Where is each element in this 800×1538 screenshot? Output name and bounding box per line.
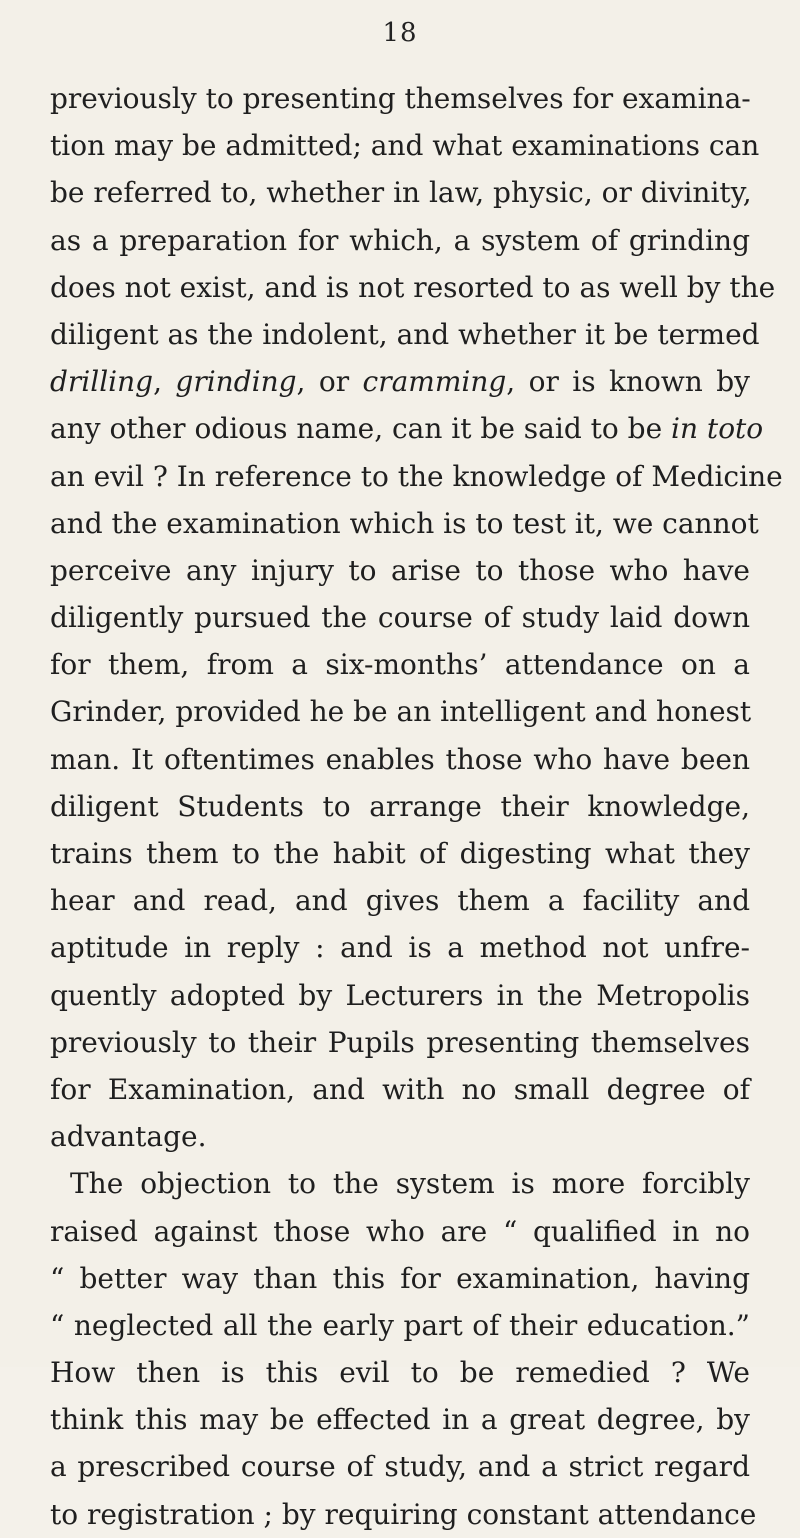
text-line: be referred to, whether in law, physic, or divinity, — [50, 176, 752, 210]
text-line: trains them to the habit of digesting what they — [50, 837, 750, 870]
italic-text: in toto — [671, 412, 764, 446]
text-line: advantage. — [50, 1120, 207, 1154]
text-line: raised against those who are “ qualified in no — [50, 1214, 750, 1248]
text-line: Grinder, provided he be an intelligent and honest — [50, 695, 752, 729]
text-line: diligent Students to arrange their knowledge, — [50, 789, 750, 823]
text-line: diligently pursued the course of study laid down — [50, 601, 750, 635]
text-line: and the examination which is to test it, we cannot — [50, 506, 759, 540]
text-line: The objection to the system is more forcibly — [70, 1167, 750, 1201]
text-line: as a preparation for which, a system of grinding — [50, 223, 750, 257]
text-line: does not exist, and is not resorted to as well by the — [50, 270, 776, 304]
text-line: hear and read, and gives them a facility and — [50, 884, 750, 918]
italic-text: grinding — [175, 365, 297, 399]
text-line: diligent as the indolent, and whether it be termed — [50, 317, 760, 351]
page-number: 18 — [382, 18, 418, 48]
text-line — [50, 405, 764, 452]
text-line: How then is this evil to be remedied ? We — [50, 1356, 750, 1390]
text-line: previously to their Pupils presenting themselves — [50, 1025, 750, 1059]
text-line: an evil ? In reference to the knowledge of Medicine — [50, 459, 783, 493]
text-segment: , or — [296, 365, 363, 399]
italic-text: cramming — [362, 365, 507, 399]
italic-text: drilling — [50, 365, 154, 399]
text-line: previously to presenting themselves for examina- — [50, 82, 751, 115]
text-line: think this may be effected in a great degree, by — [50, 1403, 750, 1437]
text-line: “ better way than this for examination, having — [50, 1261, 750, 1295]
text-line: tion may be admitted; and what examinations can — [50, 129, 760, 163]
text-line: a prescribed course of study, and a strict regard — [50, 1450, 750, 1484]
text-segment: any other odious name, can it be said to be — [50, 412, 672, 446]
text-line: for Examination, and with no small degree of — [50, 1072, 750, 1106]
text-line: quently adopted by Lecturers in the Metropolis — [50, 978, 750, 1012]
body-text — [50, 75, 783, 1538]
text-line: aptitude in reply : and is a method not unfre- — [50, 931, 750, 965]
text-segment: , or is known by — [506, 365, 750, 399]
text-line: to registration ; by requiring constant attendance — [50, 1497, 757, 1531]
text-line: man. It oftentimes enables those who have been — [50, 742, 750, 776]
text-line: for them, from a six-months’ attendance on a — [50, 648, 750, 682]
text-line: perceive any injury to arise to those who have — [50, 553, 750, 587]
text-line: “ neglected all the early part of their education.” — [50, 1308, 750, 1342]
text-line — [50, 358, 750, 405]
text-segment: , — [153, 365, 176, 399]
